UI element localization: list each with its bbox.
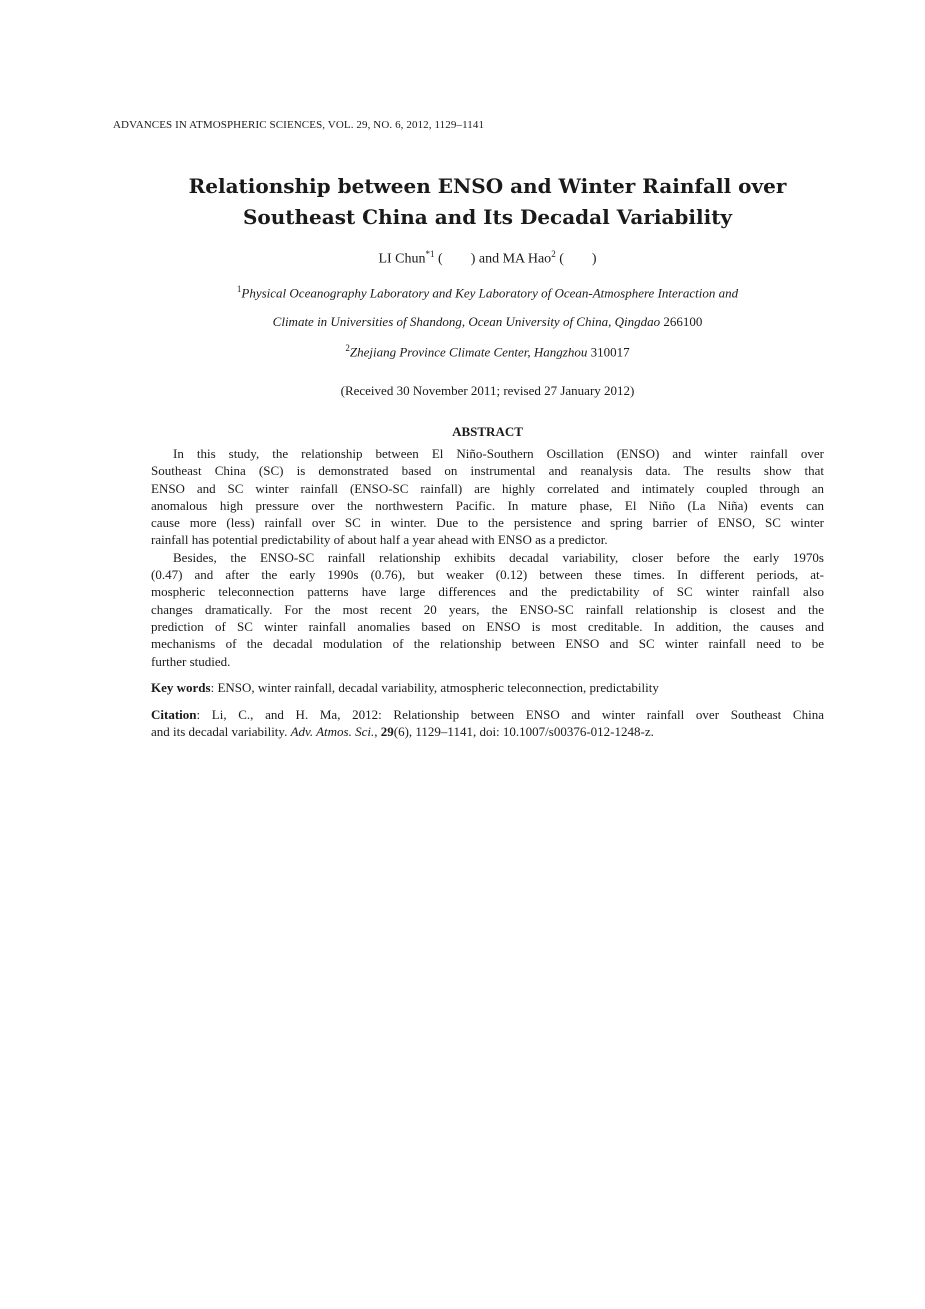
affiliation-1-city: Climate in Universities of Shandong, Ocean University of China, Qingdao [272, 314, 661, 329]
affiliation-1-line-2 [0, 314, 925, 330]
abstract-line: mechanisms of the decadal modulation of the relationship between ENSO and SC winter rainfall need to be [151, 636, 824, 652]
abstract-line: further studied. [151, 653, 231, 669]
abstract-line: anomalous high pressure over the northwestern Pacific. In mature phase, El Niño (La Niña) events can [151, 497, 824, 513]
abstract-heading: ABSTRACT [452, 424, 523, 439]
affiliation-2-zip: 310017 [587, 344, 630, 360]
journal-header: ADVANCES IN ATMOSPHERIC SCIENCES, VOL. 29, NO. 6, 2012, 1129–1141 [113, 119, 485, 131]
abstract-line: cause more (less) rainfall over SC in winter. Due to the persistence and spring barrier of ENSO, SC winter [151, 515, 824, 531]
citation [151, 706, 824, 741]
keywords-label: Key words [151, 680, 211, 695]
keywords [151, 679, 824, 696]
affiliation-2-text: Zhejiang Province Climate Center, Hangzhou [349, 344, 588, 360]
citation-sep: , [374, 724, 381, 740]
paper-title-line-2: Southeast China and Its Decadal Variability [242, 205, 733, 229]
affiliation-2-sup: 2 [345, 343, 350, 353]
author-1-sup: *1 [425, 249, 435, 259]
citation-volume: 29 [380, 724, 394, 740]
affiliation-1-zip: 266100 [660, 314, 703, 329]
citation-doi: (6), 1129–1141, doi: 10.1007/s00376-012-1248-z. [393, 724, 654, 740]
paper-title-line-1: Relationship between ENSO and Winter Rainfall over [188, 174, 787, 198]
authors-end: ( ) [555, 251, 597, 267]
abstract-line: Besides, the ENSO-SC rainfall relationship exhibits decadal variability, closer before the early 1970s [173, 549, 824, 565]
author-2-sup: 2 [551, 249, 556, 259]
affiliation-2 [0, 343, 925, 360]
affiliation-1-sup: 1 [236, 284, 242, 294]
affiliation-1-text: Physical Oceanography Laboratory and Key Laboratory of Ocean-Atmosphere Interaction and [241, 285, 739, 301]
abstract-line: ENSO and SC winter rainfall (ENSO-SC rainfall) are highly correlated and intimately coupled through an [151, 480, 824, 496]
abstract-line: Southeast China (SC) is demonstrated based on instrumental and reanalysis data. The results show that [151, 463, 824, 479]
keywords-text: : ENSO, winter rainfall, decadal variability, atmospheric teleconnection, predictability [210, 680, 659, 695]
abstract-line: prediction of SC winter rainfall anomalies based on ENSO is most creditable. In addition, the causes and [151, 618, 824, 634]
author-2: ( ) and MA Hao [434, 251, 552, 267]
affiliation-1-line-1 [0, 284, 925, 301]
abstract-line: rainfall has potential predictability of about half a year ahead with ENSO as a predictor. [151, 532, 608, 548]
citation-line-2: and its decadal variability. [151, 724, 291, 740]
citation-line-1: : Li, C., and H. Ma, 2012: Relationship between ENSO and winter rainfall over Southeast China [196, 707, 824, 722]
author-1: LI Chun [378, 251, 426, 267]
citation-journal: Adv. Atmos. Sci. [290, 724, 375, 740]
abstract-line: changes dramatically. For the most recent 20 years, the ENSO-SC rainfall relationship is closest and the [151, 601, 824, 617]
authors [0, 249, 925, 268]
received-dates: (Received 30 November 2011; revised 27 January 2012) [340, 383, 635, 398]
abstract-body [151, 445, 824, 670]
abstract-line: In this study, the relationship between El Niño-Southern Oscillation (ENSO) and winter rainfall over [173, 446, 824, 461]
abstract-line: mospheric teleconnection patterns have large differences and the predictability of SC winter rainfall also [151, 584, 824, 600]
abstract-line: (0.47) and after the early 1990s (0.76), but weaker (0.12) between these times. In different periods, at- [151, 567, 824, 583]
citation-label: Citation [151, 707, 197, 722]
